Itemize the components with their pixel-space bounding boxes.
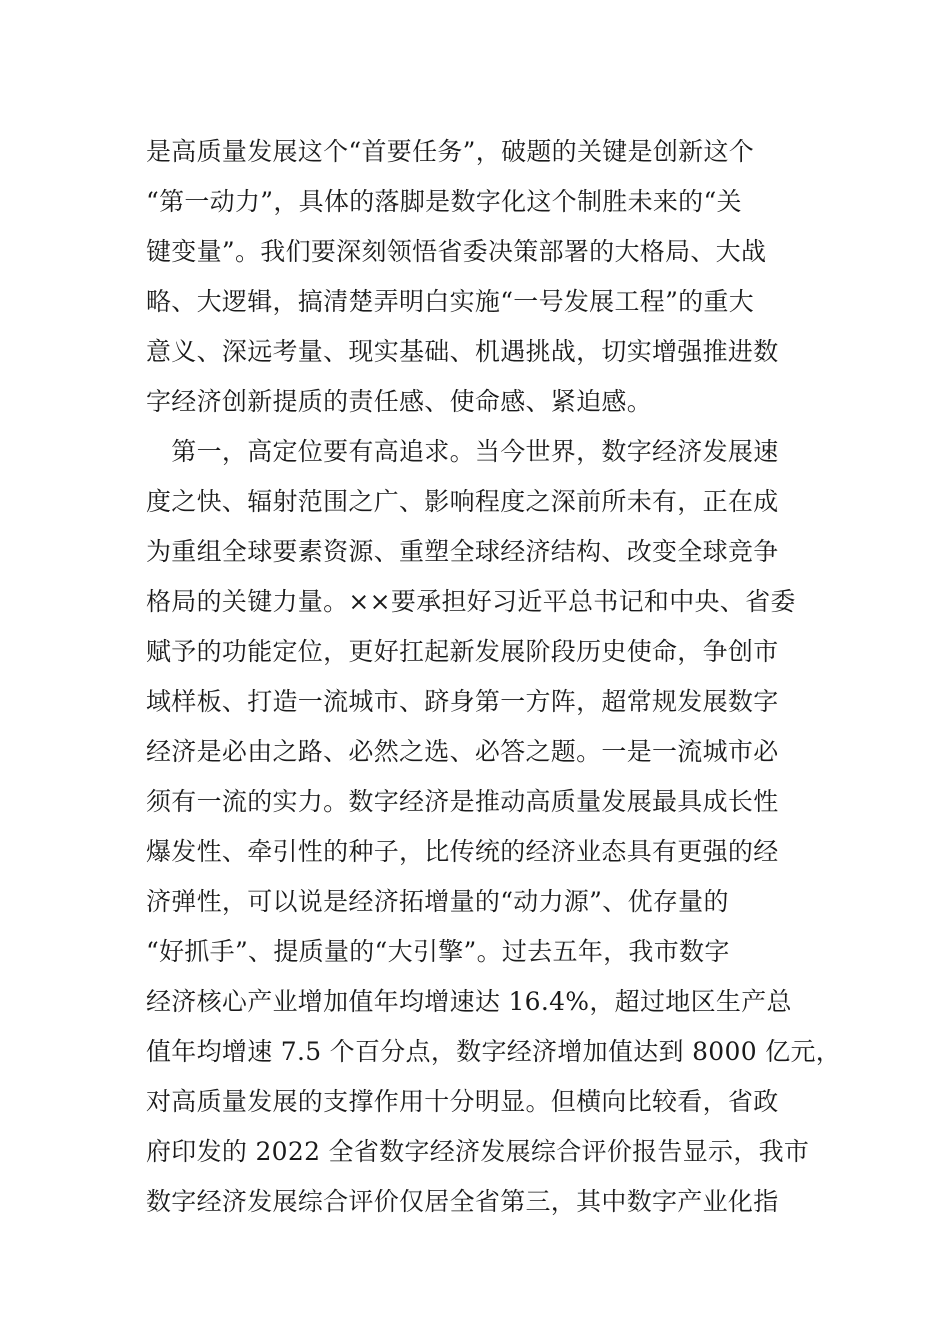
text-line: 济弹性，可以说是经济拓增量的“动力源”、优存量的 bbox=[146, 887, 729, 916]
text-line: 经济是必由之路、必然之选、必答之题。一是一流城市必 bbox=[146, 737, 779, 766]
text-line: 格局的关键力量。××要承担好习近平总书记和中央、省委 bbox=[146, 587, 796, 616]
text-line: 须有一流的实力。数字经济是推动高质量发展最具成长性 bbox=[146, 787, 779, 816]
text-line: 度之快、辐射范围之广、影响程度之深前所未有，正在成 bbox=[146, 487, 779, 516]
text-line: 第一，高定位要有高追求。当今世界，数字经济发展速 bbox=[146, 437, 779, 466]
text-line: “好抓手”、提质量的“大引擎”。过去五年，我市数字 bbox=[146, 937, 730, 966]
text-line: “第一动力”，具体的落脚是数字化这个制胜未来的“关 bbox=[146, 187, 742, 216]
text-line: 赋予的功能定位，更好扛起新发展阶段历史使命，争创市 bbox=[146, 637, 779, 666]
text-line: 爆发性、牵引性的种子，比传统的经济业态具有更强的经 bbox=[146, 837, 779, 866]
text-line: 域样板、打造一流城市、跻身第一方阵，超常规发展数字 bbox=[146, 687, 779, 716]
text-line: 数字经济发展综合评价仅居全省第三，其中数字产业化指 bbox=[146, 1187, 779, 1216]
text-line: 意义、深远考量、现实基础、机遇挑战，切实增强推进数 bbox=[146, 337, 779, 366]
text-line: 是高质量发展这个“首要任务”，破题的关键是创新这个 bbox=[146, 137, 755, 166]
text-line: 为重组全球要素资源、重塑全球经济结构、改变全球竞争 bbox=[146, 537, 779, 566]
text-line: 字经济创新提质的责任感、使命感、紧迫感。 bbox=[146, 387, 653, 416]
text-line: 略、大逻辑，搞清楚弄明白实施“一号发展工程”的重大 bbox=[146, 287, 755, 316]
text-line: 经济核心产业增加值年均增速达 16.4%，超过地区生产总 bbox=[146, 987, 792, 1016]
body-text bbox=[146, 127, 846, 1227]
text-line: 键变量”。我们要深刻领悟省委决策部署的大格局、大战 bbox=[146, 237, 767, 266]
text-line: 对高质量发展的支撑作用十分明显。但横向比较看，省政 bbox=[146, 1087, 779, 1116]
text-line: 府印发的 2022 全省数字经济发展综合评价报告显示，我市 bbox=[146, 1137, 810, 1166]
text-line: 值年均增速 7.5 个百分点，数字经济增加值达到 8000 亿元， bbox=[146, 1037, 842, 1066]
